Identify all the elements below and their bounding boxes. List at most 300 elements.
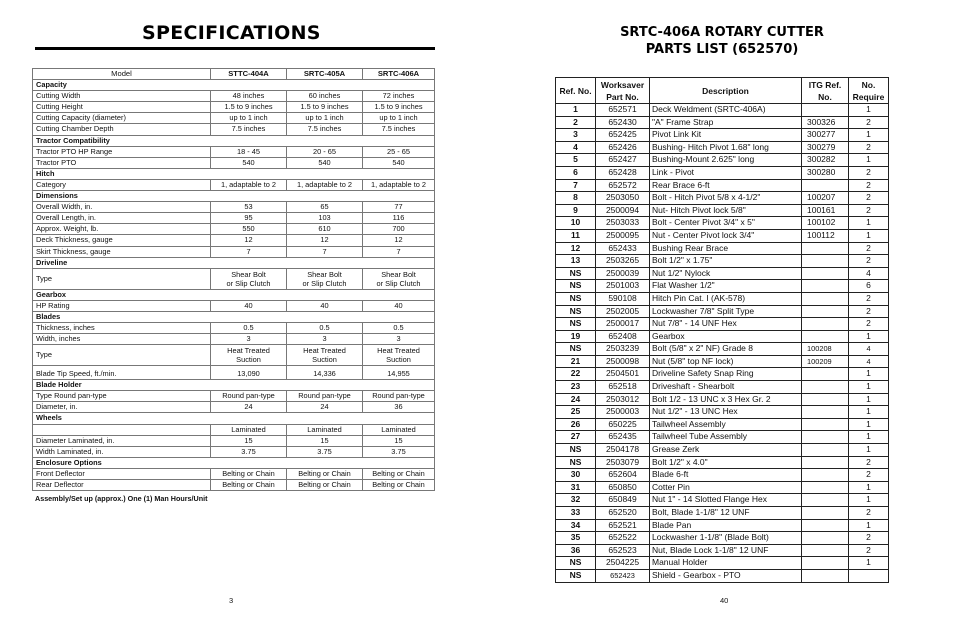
- spec-section-row: [33, 80, 435, 91]
- parts-row: [556, 418, 889, 431]
- page-number: 40: [720, 596, 729, 605]
- spec-row: [33, 202, 435, 213]
- parts-row: [556, 406, 889, 419]
- model-column-header: SRTC-405A: [287, 69, 363, 80]
- spec-value: 18 - 45: [211, 146, 287, 157]
- itg-ref-cell: [802, 242, 849, 255]
- spec-value-line: or Slip Clutch: [226, 278, 271, 288]
- spec-row: [33, 268, 435, 289]
- spec-row: [33, 322, 435, 333]
- qty-cell: 2: [849, 305, 889, 318]
- part-number-cell: 652430: [596, 116, 650, 129]
- spec-label: HP Rating: [33, 300, 211, 311]
- ref-no-cell: 19: [556, 330, 596, 343]
- part-number-cell: 2503265: [596, 255, 650, 268]
- spec-section-label: Driveline: [33, 257, 435, 268]
- part-number-cell: 652428: [596, 166, 650, 179]
- spec-value-line: Heat Treated: [377, 346, 420, 356]
- spec-section-label: Enclosure Options: [33, 457, 435, 468]
- description-cell: Gearbox: [650, 330, 802, 343]
- description-cell: Bolt (5/8" x 2" NF) Grade 8: [650, 343, 802, 356]
- itg-ref-cell: [802, 393, 849, 406]
- spec-value: Round pan-type: [287, 391, 363, 402]
- description-cell: Bushing Rear Brace: [650, 242, 802, 255]
- spec-value-line: Heat Treated: [303, 346, 346, 356]
- parts-row: [556, 330, 889, 343]
- spec-value: 36: [363, 402, 435, 413]
- spec-value: 53: [211, 202, 287, 213]
- part-number-cell: 2500003: [596, 406, 650, 419]
- right-page: [477, 0, 954, 618]
- description-cell: Nut - Center Pivot lock 3/4": [650, 229, 802, 242]
- spec-row: [33, 468, 435, 479]
- itg-ref-cell: [802, 481, 849, 494]
- itg-ref-cell: 300280: [802, 166, 849, 179]
- spec-label: Blade Tip Speed, ft./min.: [33, 366, 211, 380]
- spec-section-label: Gearbox: [33, 289, 435, 300]
- spec-value: 15: [363, 435, 435, 446]
- parts-row: [556, 343, 889, 356]
- part-number-cell: 652427: [596, 154, 650, 167]
- itg-ref-cell: [802, 305, 849, 318]
- spec-value: 3: [211, 334, 287, 345]
- spec-value: 3: [363, 334, 435, 345]
- description-cell: Nut 1/2" Nylock: [650, 267, 802, 280]
- itg-ref-cell: [802, 494, 849, 507]
- parts-row: [556, 242, 889, 255]
- qty-cell: 2: [849, 179, 889, 192]
- qty-cell: 1: [849, 444, 889, 457]
- spec-value: 1, adaptable to 2: [211, 179, 287, 190]
- ref-no-cell: NS: [556, 292, 596, 305]
- spec-section-row: [33, 380, 435, 391]
- parts-row: [556, 544, 889, 557]
- spec-row: [33, 402, 435, 413]
- spec-value: 7.5 inches: [287, 124, 363, 135]
- spec-row: [33, 446, 435, 457]
- spec-value: 60 inches: [287, 91, 363, 102]
- qty-cell: 6: [849, 280, 889, 293]
- qty-cell: 1: [849, 229, 889, 242]
- itg-ref-cell: [802, 255, 849, 268]
- spec-value: 40: [363, 300, 435, 311]
- parts-row: [556, 305, 889, 318]
- worksaver-part-header: Worksaver Part No.: [596, 78, 650, 104]
- ref-no-cell: 10: [556, 217, 596, 230]
- description-cell: Bushing- Hitch Pivot 1.68" long: [650, 141, 802, 154]
- description-cell: Pivot Link Kit: [650, 129, 802, 142]
- spec-row: [33, 102, 435, 113]
- qty-cell: 2: [849, 116, 889, 129]
- description-cell: Blade 6-ft: [650, 469, 802, 482]
- parts-header-row: [556, 78, 889, 104]
- ref-no-cell: 8: [556, 192, 596, 205]
- spec-row: [33, 113, 435, 124]
- part-number-cell: 652518: [596, 381, 650, 394]
- spec-value: [287, 268, 363, 289]
- ref-no-cell: 25: [556, 406, 596, 419]
- ref-no-cell: 27: [556, 431, 596, 444]
- ref-no-cell: 1: [556, 104, 596, 117]
- description-cell: Nut 1/2" - 13 UNC Hex: [650, 406, 802, 419]
- spec-value: [363, 345, 435, 366]
- qty-required-header: No. Require: [849, 78, 889, 104]
- parts-row: [556, 519, 889, 532]
- spec-row: [33, 334, 435, 345]
- spec-row: [33, 179, 435, 190]
- spec-value: 65: [287, 202, 363, 213]
- qty-cell: 2: [849, 242, 889, 255]
- spec-label: Approx. Weight, lb.: [33, 224, 211, 235]
- spec-value: 550: [211, 224, 287, 235]
- spec-section-label: Dimensions: [33, 191, 435, 202]
- spec-value-line: Shear Bolt: [381, 269, 416, 279]
- spec-label: Tractor PTO: [33, 157, 211, 168]
- spec-label: Cutting Width: [33, 91, 211, 102]
- parts-row: [556, 280, 889, 293]
- spec-value: [287, 345, 363, 366]
- description-cell: Bolt 1/2" x 1.75": [650, 255, 802, 268]
- spec-row: [33, 435, 435, 446]
- spec-value: 700: [363, 224, 435, 235]
- description-cell: Shield - Gearbox - PTO: [650, 569, 802, 582]
- spec-value-line: Suction: [386, 355, 411, 365]
- ref-no-cell: NS: [556, 305, 596, 318]
- description-header: Description: [650, 78, 802, 104]
- parts-row: [556, 217, 889, 230]
- parts-row: [556, 368, 889, 381]
- itg-ref-cell: [802, 431, 849, 444]
- description-cell: Bolt 1/2" x 4.0": [650, 456, 802, 469]
- ref-no-cell: NS: [556, 280, 596, 293]
- spec-value: Laminated: [287, 424, 363, 435]
- description-cell: Tailwheel Tube Assembly: [650, 431, 802, 444]
- qty-cell: 2: [849, 544, 889, 557]
- spec-section-label: Tractor Compatibility: [33, 135, 435, 146]
- description-cell: Lockwasher 1-1/8" (Blade Bolt): [650, 532, 802, 545]
- parts-row: [556, 141, 889, 154]
- parts-list-table: [555, 77, 889, 583]
- qty-cell: 1: [849, 217, 889, 230]
- parts-row: [556, 229, 889, 242]
- spec-label: Diameter, in.: [33, 402, 211, 413]
- itg-ref-cell: [802, 444, 849, 457]
- part-number-cell: 2500094: [596, 204, 650, 217]
- spec-row: [33, 157, 435, 168]
- qty-cell: 2: [849, 469, 889, 482]
- spec-value: 12: [363, 235, 435, 246]
- assembly-note: Assembly/Set up (approx.) One (1) Man Hours/Unit: [35, 494, 208, 503]
- spec-section-label: Hitch: [33, 168, 435, 179]
- ref-no-cell: 26: [556, 418, 596, 431]
- spec-label: Front Deflector: [33, 468, 211, 479]
- spec-value: 14,955: [363, 366, 435, 380]
- spec-value: 20 - 65: [287, 146, 363, 157]
- itg-ref-cell: [802, 104, 849, 117]
- itg-ref-cell: [802, 569, 849, 582]
- qty-cell: 1: [849, 154, 889, 167]
- part-number-cell: 2503012: [596, 393, 650, 406]
- spec-value: 0.5: [287, 322, 363, 333]
- parts-row: [556, 116, 889, 129]
- description-cell: Driveline Safety Snap Ring: [650, 368, 802, 381]
- specifications-table: [32, 68, 435, 491]
- spec-section-label: Wheels: [33, 413, 435, 424]
- qty-cell: 2: [849, 507, 889, 520]
- spec-value: 103: [287, 213, 363, 224]
- ref-no-cell: NS: [556, 343, 596, 356]
- qty-cell: 4: [849, 355, 889, 368]
- spec-value: 7.5 inches: [363, 124, 435, 135]
- spec-value-line: Suction: [312, 355, 337, 365]
- model-column-header: STTC-404A: [211, 69, 287, 80]
- itg-ref-cell: [802, 469, 849, 482]
- part-number-cell: 652423: [596, 569, 650, 582]
- spec-row: [33, 391, 435, 402]
- ref-no-cell: 12: [556, 242, 596, 255]
- spec-value: 72 inches: [363, 91, 435, 102]
- spec-value: [211, 268, 287, 289]
- part-number-cell: 2500017: [596, 318, 650, 331]
- model-header: Model: [33, 69, 211, 80]
- spec-value: Round pan-type: [363, 391, 435, 402]
- part-number-cell: 652520: [596, 507, 650, 520]
- ref-no-cell: 36: [556, 544, 596, 557]
- description-cell: Manual Holder: [650, 557, 802, 570]
- part-number-cell: 652433: [596, 242, 650, 255]
- spec-row: [33, 91, 435, 102]
- ref-no-cell: 9: [556, 204, 596, 217]
- ref-no-cell: 23: [556, 381, 596, 394]
- qty-cell: 2: [849, 532, 889, 545]
- parts-row: [556, 456, 889, 469]
- spec-value: 3: [287, 334, 363, 345]
- spec-label: Cutting Height: [33, 102, 211, 113]
- qty-cell: 1: [849, 104, 889, 117]
- part-number-cell: 652571: [596, 104, 650, 117]
- spec-value: 0.5: [363, 322, 435, 333]
- ref-no-cell: 11: [556, 229, 596, 242]
- parts-row: [556, 192, 889, 205]
- qty-cell: 1: [849, 393, 889, 406]
- ref-no-cell: 30: [556, 469, 596, 482]
- part-number-cell: 652522: [596, 532, 650, 545]
- ref-no-cell: 6: [556, 166, 596, 179]
- qty-cell: 2: [849, 456, 889, 469]
- spec-label: Cutting Chamber Depth: [33, 124, 211, 135]
- qty-cell: 1: [849, 381, 889, 394]
- spec-label: Diameter Laminated, in.: [33, 435, 211, 446]
- spec-label: Deck Thickness, gauge: [33, 235, 211, 246]
- spec-section-label: Capacity: [33, 80, 435, 91]
- spec-value: Belting or Chain: [211, 468, 287, 479]
- itg-ref-cell: [802, 532, 849, 545]
- ref-no-cell: NS: [556, 569, 596, 582]
- description-cell: Cotter Pin: [650, 481, 802, 494]
- qty-cell: 1: [849, 129, 889, 142]
- description-cell: Rear Brace 6-ft: [650, 179, 802, 192]
- spec-value: 14,336: [287, 366, 363, 380]
- qty-cell: 4: [849, 267, 889, 280]
- part-number-cell: 650225: [596, 418, 650, 431]
- parts-row: [556, 507, 889, 520]
- part-number-cell: 2500098: [596, 355, 650, 368]
- ref-no-cell: 31: [556, 481, 596, 494]
- spec-value: up to 1 inch: [363, 113, 435, 124]
- part-number-cell: 652425: [596, 129, 650, 142]
- itg-ref-cell: [802, 406, 849, 419]
- description-cell: Flat Washer 1/2": [650, 280, 802, 293]
- spec-section-label: Blade Holder: [33, 380, 435, 391]
- part-number-cell: 652435: [596, 431, 650, 444]
- itg-ref-cell: [802, 318, 849, 331]
- itg-ref-cell: [802, 368, 849, 381]
- ref-no-cell: 35: [556, 532, 596, 545]
- part-number-cell: 652426: [596, 141, 650, 154]
- ref-no-cell: 34: [556, 519, 596, 532]
- spec-header-row: [33, 69, 435, 80]
- itg-ref-cell: 100209: [802, 355, 849, 368]
- qty-cell: 1: [849, 481, 889, 494]
- spec-value: Belting or Chain: [363, 468, 435, 479]
- spec-value: up to 1 inch: [287, 113, 363, 124]
- spec-label: Width Laminated, in.: [33, 446, 211, 457]
- parts-row: [556, 255, 889, 268]
- itg-ref-cell: [802, 267, 849, 280]
- spec-value-line: Heat Treated: [227, 346, 270, 356]
- spec-value: 3.75: [287, 446, 363, 457]
- description-cell: Hitch Pin Cat. I (AK-578): [650, 292, 802, 305]
- ref-no-cell: 32: [556, 494, 596, 507]
- qty-cell: 1: [849, 557, 889, 570]
- parts-row: [556, 381, 889, 394]
- description-cell: Bolt, Blade 1-1/8" 12 UNF: [650, 507, 802, 520]
- spec-section-row: [33, 257, 435, 268]
- spec-label: Thickness, inches: [33, 322, 211, 333]
- spec-value: 13,090: [211, 366, 287, 380]
- spec-row: [33, 124, 435, 135]
- spec-value: 1.5 to 9 inches: [363, 102, 435, 113]
- model-column-header: SRTC-406A: [363, 69, 435, 80]
- part-number-cell: 2503079: [596, 456, 650, 469]
- spec-label: Tractor PTO HP Range: [33, 146, 211, 157]
- spec-value: 1, adaptable to 2: [287, 179, 363, 190]
- spec-value: 24: [211, 402, 287, 413]
- spec-section-label: Blades: [33, 311, 435, 322]
- spec-label: Width, inches: [33, 334, 211, 345]
- spec-value: 610: [287, 224, 363, 235]
- parts-row: [556, 154, 889, 167]
- spec-value: 15: [287, 435, 363, 446]
- part-number-cell: 2503033: [596, 217, 650, 230]
- itg-ref-cell: 100161: [802, 204, 849, 217]
- parts-row: [556, 444, 889, 457]
- qty-cell: 1: [849, 418, 889, 431]
- qty-cell: 1: [849, 519, 889, 532]
- spec-row: [33, 246, 435, 257]
- qty-cell: 2: [849, 204, 889, 217]
- parts-row: [556, 469, 889, 482]
- spec-value: 7.5 inches: [211, 124, 287, 135]
- qty-cell: [849, 569, 889, 582]
- qty-cell: 2: [849, 141, 889, 154]
- description-cell: "A" Frame Strap: [650, 116, 802, 129]
- spec-value-line: or Slip Clutch: [376, 278, 421, 288]
- spec-label: Skirt Thickness, gauge: [33, 246, 211, 257]
- title-rule: [35, 47, 435, 50]
- spec-value-line: or Slip Clutch: [302, 278, 347, 288]
- part-number-cell: 2503239: [596, 343, 650, 356]
- qty-cell: 1: [849, 406, 889, 419]
- spec-value: 1.5 to 9 inches: [287, 102, 363, 113]
- description-cell: Grease Zerk: [650, 444, 802, 457]
- description-cell: Bolt - Center Pivot 3/4" x 5": [650, 217, 802, 230]
- itg-ref-cell: 300326: [802, 116, 849, 129]
- parts-row: [556, 267, 889, 280]
- part-number-cell: 2500095: [596, 229, 650, 242]
- itg-ref-cell: [802, 179, 849, 192]
- part-number-cell: 2504501: [596, 368, 650, 381]
- spec-value: 3.75: [211, 446, 287, 457]
- spec-value: Belting or Chain: [287, 468, 363, 479]
- ref-no-cell: NS: [556, 557, 596, 570]
- ref-no-cell: 7: [556, 179, 596, 192]
- spec-value: 116: [363, 213, 435, 224]
- spec-label: Overall Length, in.: [33, 213, 211, 224]
- ref-no-cell: NS: [556, 318, 596, 331]
- spec-value: 1.5 to 9 inches: [211, 102, 287, 113]
- spec-value: 25 - 65: [363, 146, 435, 157]
- ref-no-cell: NS: [556, 267, 596, 280]
- spec-value: Laminated: [363, 424, 435, 435]
- spec-row: [33, 480, 435, 491]
- ref-no-cell: 33: [556, 507, 596, 520]
- spec-section-row: [33, 135, 435, 146]
- parts-row: [556, 494, 889, 507]
- itg-ref-cell: [802, 292, 849, 305]
- part-number-cell: 652523: [596, 544, 650, 557]
- part-number-cell: 2502005: [596, 305, 650, 318]
- parts-row: [556, 532, 889, 545]
- page-number: 3: [229, 596, 234, 605]
- description-cell: Nut- Hitch Pivot lock 5/8": [650, 204, 802, 217]
- itg-ref-cell: [802, 280, 849, 293]
- spec-value: 40: [287, 300, 363, 311]
- ref-no-cell: NS: [556, 444, 596, 457]
- spec-value: 12: [211, 235, 287, 246]
- ref-no-header: Ref. No.: [556, 78, 596, 104]
- spec-row: [33, 300, 435, 311]
- spec-row: [33, 424, 435, 435]
- description-cell: Nut (5/8" top NF lock): [650, 355, 802, 368]
- qty-cell: 2: [849, 318, 889, 331]
- part-number-cell: 2501003: [596, 280, 650, 293]
- spec-value: 7: [211, 246, 287, 257]
- itg-ref-cell: 300277: [802, 129, 849, 142]
- spec-value: 7: [287, 246, 363, 257]
- qty-cell: 1: [849, 330, 889, 343]
- spec-value: Round pan-type: [211, 391, 287, 402]
- spec-label: Type: [33, 268, 211, 289]
- parts-list-title: [567, 24, 877, 58]
- part-number-cell: 652572: [596, 179, 650, 192]
- parts-row: [556, 104, 889, 117]
- ref-no-cell: 4: [556, 141, 596, 154]
- spec-value: 12: [287, 235, 363, 246]
- qty-cell: 1: [849, 368, 889, 381]
- spec-section-row: [33, 457, 435, 468]
- description-cell: Nut 1" - 14 Slotted Flange Hex: [650, 494, 802, 507]
